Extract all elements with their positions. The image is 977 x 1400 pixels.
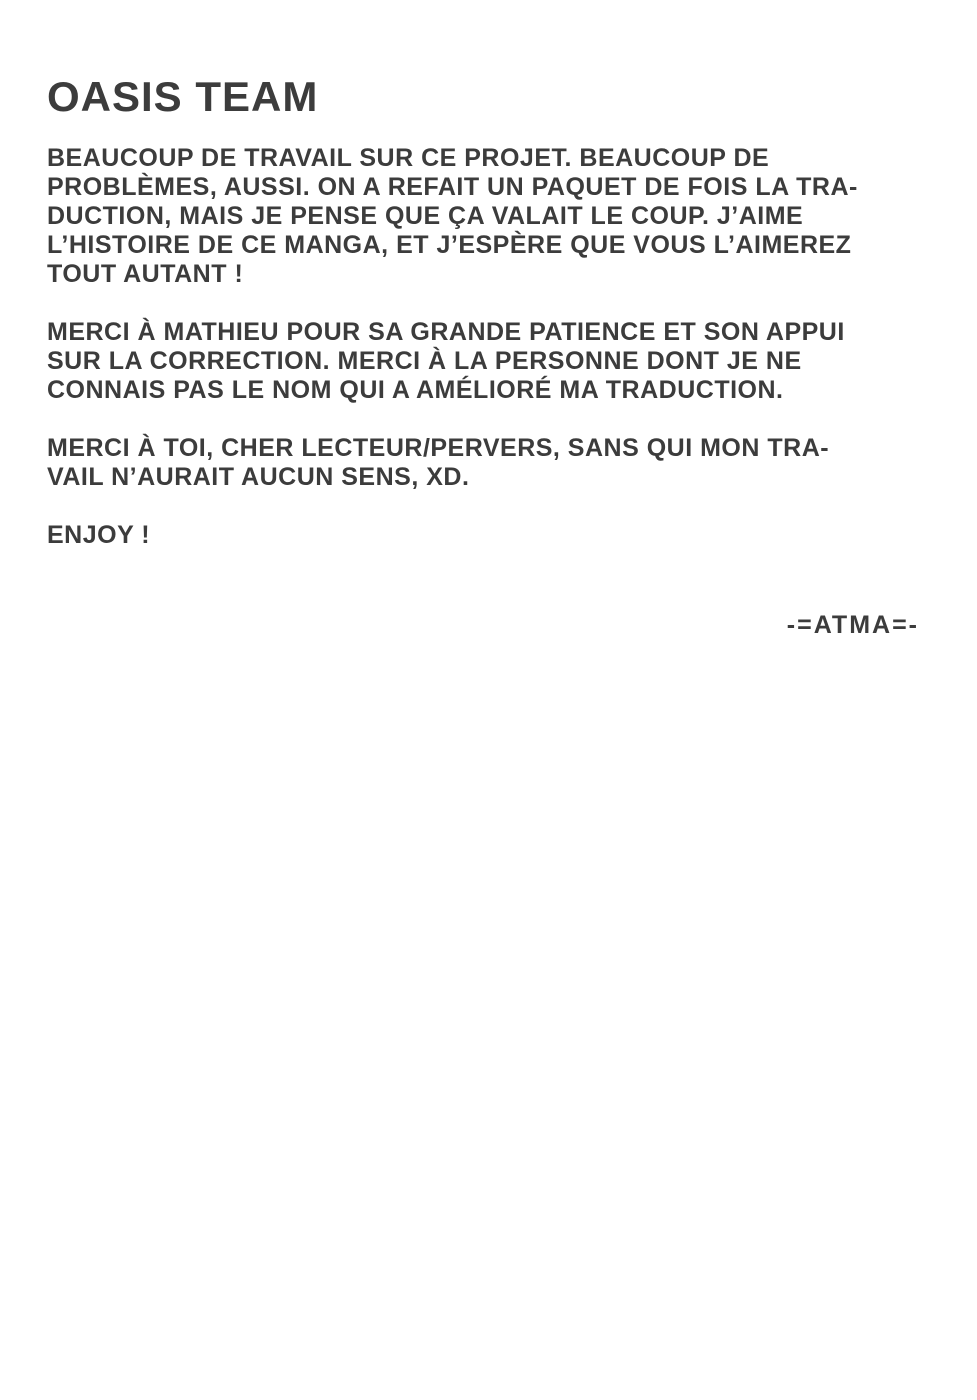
text-line: MERCI À TOI, CHER LECTEUR/PERVERS, SANS QUI MON TRA- [47, 434, 830, 462]
text-line: L’HISTOIRE DE CE MANGA, ET J’ESPÈRE QUE VOUS L’AIMEREZ [47, 231, 852, 259]
text-line: ENJOY ! [47, 521, 151, 549]
text-line: VAIL N’AURAIT AUCUN SENS, XD. [47, 463, 470, 491]
text-line: MERCI À MATHIEU POUR SA GRANDE PATIENCE ET SON APPUI [47, 318, 845, 346]
paragraph-thanks-reader [47, 434, 977, 492]
page-title: OASIS TEAM [47, 73, 319, 120]
text-line: SUR LA CORRECTION. MERCI À LA PERSONNE DONT JE NE [47, 347, 802, 375]
text-line: PROBLÈMES, AUSSI. ON A REFAIT UN PAQUET DE FOIS LA TRA- [47, 173, 858, 201]
text-line: DUCTION, MAIS JE PENSE QUE ÇA VALAIT LE COUP. J’AIME [47, 202, 804, 230]
text-line: CONNAIS PAS LE NOM QUI A AMÉLIORÉ MA TRADUCTION. [47, 376, 784, 404]
paragraph-enjoy [47, 521, 977, 550]
paragraph-intro [47, 144, 977, 289]
text-line: BEAUCOUP DE TRAVAIL SUR CE PROJET. BEAUCOUP DE [47, 144, 770, 172]
signature: -=ATMA=- [786, 611, 919, 639]
text-line: TOUT AUTANT ! [47, 260, 244, 288]
paragraph-thanks-correction [47, 318, 977, 405]
